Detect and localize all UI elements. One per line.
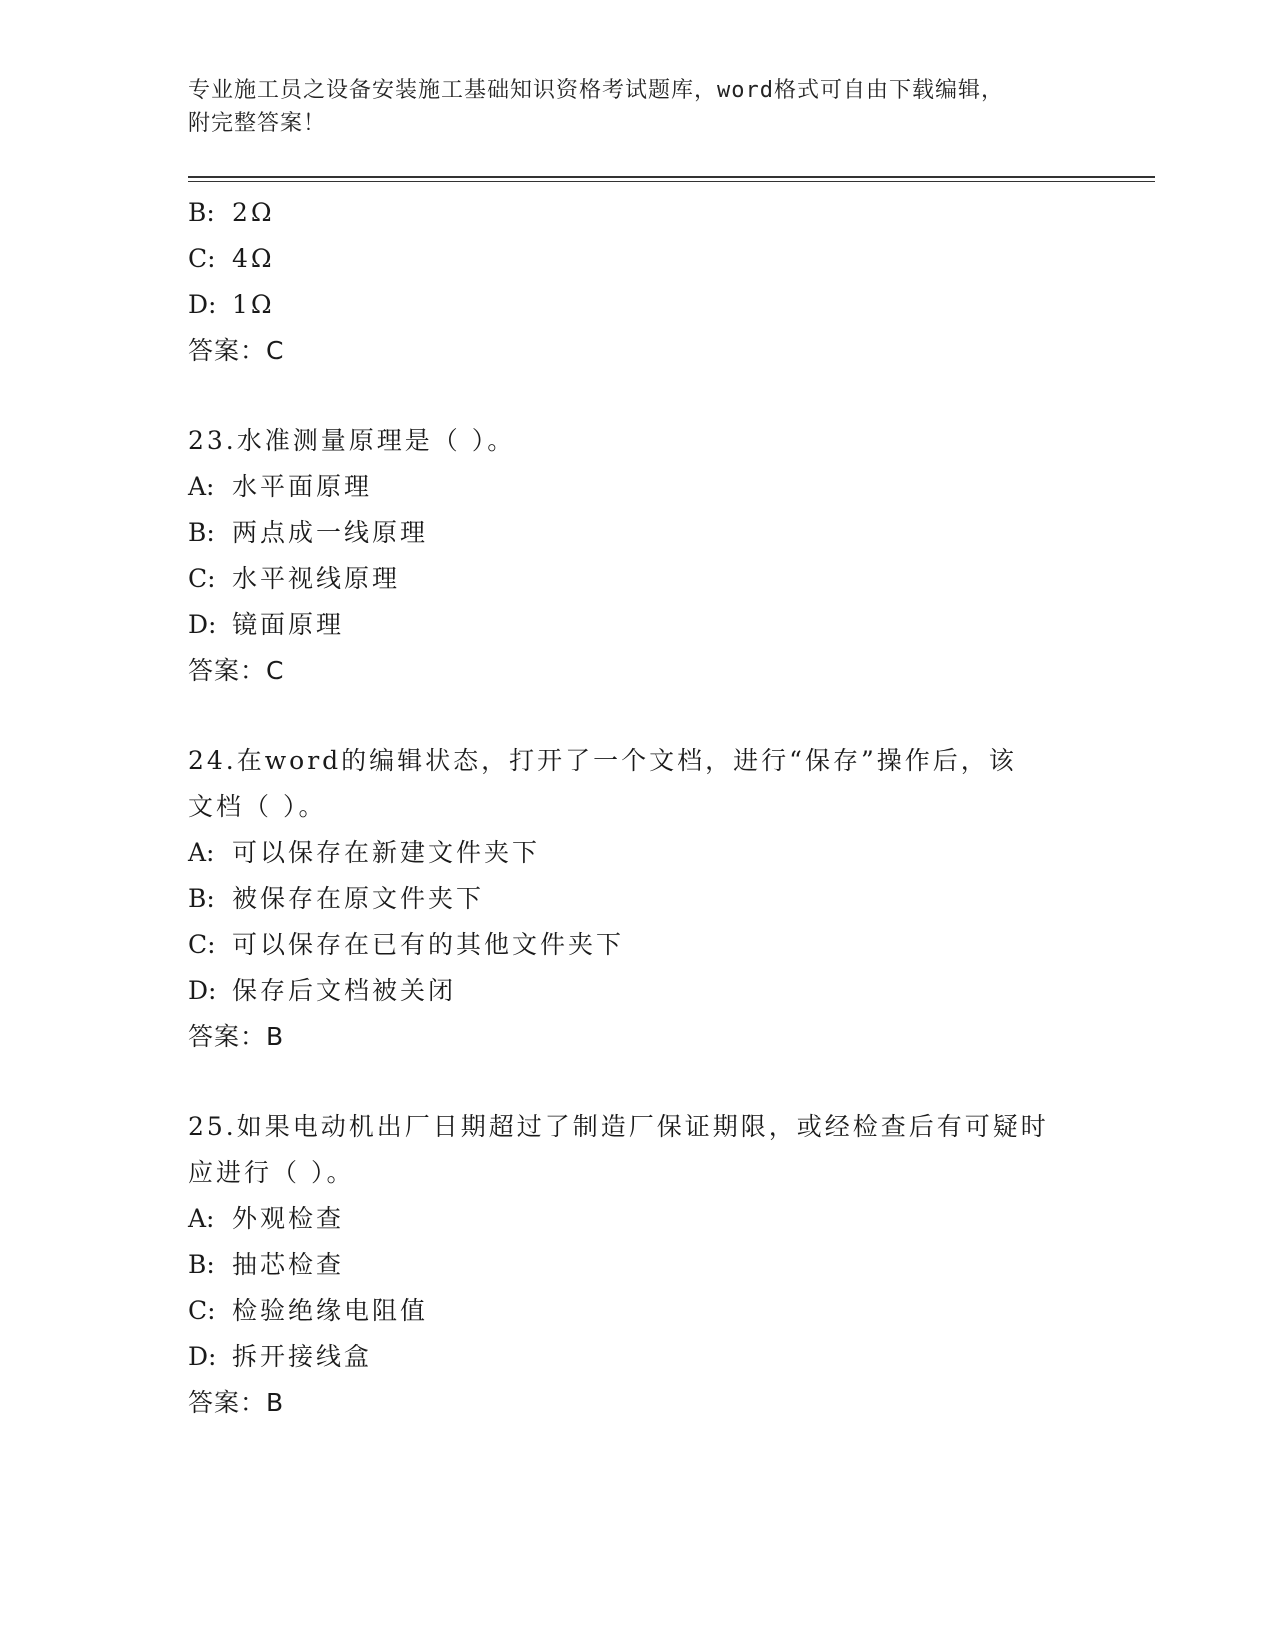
header-divider-thick bbox=[188, 176, 1155, 178]
option-row bbox=[188, 968, 1088, 1014]
option-row bbox=[188, 510, 1088, 556]
question-23 bbox=[188, 418, 1088, 694]
question-title-continued: 应进行（ ）。 bbox=[188, 1158, 355, 1187]
option-key: D: bbox=[188, 610, 217, 639]
answer-line: 答案：C bbox=[188, 656, 285, 685]
option-key: C: bbox=[188, 930, 216, 959]
option-text: 可以保存在新建文件夹下 bbox=[232, 838, 541, 867]
option-row bbox=[188, 830, 1088, 876]
question-title: 24.在word的编辑状态，打开了一个文档，进行“保存”操作后，该 bbox=[188, 746, 1017, 775]
option-row bbox=[188, 876, 1088, 922]
option-text: 1Ω bbox=[232, 290, 275, 319]
option-key: B: bbox=[188, 198, 215, 227]
option-text: 外观检查 bbox=[232, 1204, 345, 1233]
option-text: 两点成一线原理 bbox=[232, 518, 429, 547]
question-title: 23.水准测量原理是（ ）。 bbox=[188, 426, 516, 455]
continued-question bbox=[188, 190, 1088, 374]
option-key: C: bbox=[188, 564, 216, 593]
option-text: 拆开接线盒 bbox=[232, 1342, 373, 1371]
option-row bbox=[188, 922, 1088, 968]
option-row bbox=[188, 282, 1088, 328]
option-key: A: bbox=[188, 1204, 215, 1233]
answer-line: 答案：C bbox=[188, 336, 285, 365]
question-25 bbox=[188, 1104, 1088, 1426]
option-key: A: bbox=[188, 472, 215, 501]
header-line-1: 专业施工员之设备安装施工基础知识资格考试题库，word格式可自由下载编辑， bbox=[188, 78, 1004, 103]
option-key: D: bbox=[188, 1342, 217, 1371]
option-text: 水平视线原理 bbox=[232, 564, 401, 593]
option-text: 检验绝缘电阻值 bbox=[232, 1296, 429, 1325]
spacer bbox=[188, 374, 1088, 418]
option-row bbox=[188, 464, 1088, 510]
option-row bbox=[188, 1242, 1088, 1288]
question-list bbox=[188, 190, 1088, 1426]
option-text: 2Ω bbox=[232, 198, 275, 227]
option-key: B: bbox=[188, 518, 215, 547]
answer-line: 答案：B bbox=[188, 1022, 285, 1051]
option-row bbox=[188, 602, 1088, 648]
spacer bbox=[188, 694, 1088, 738]
option-text: 水平面原理 bbox=[232, 472, 373, 501]
option-text: 可以保存在已有的其他文件夹下 bbox=[232, 930, 625, 959]
option-row bbox=[188, 1288, 1088, 1334]
option-text: 4Ω bbox=[232, 244, 275, 273]
option-row bbox=[188, 1196, 1088, 1242]
header-divider-thin bbox=[188, 181, 1155, 182]
document-header bbox=[188, 74, 1068, 140]
question-24 bbox=[188, 738, 1088, 1060]
option-key: D: bbox=[188, 290, 217, 319]
option-key: C: bbox=[188, 244, 216, 273]
option-text: 镜面原理 bbox=[232, 610, 345, 639]
header-line-2: 附完整答案！ bbox=[188, 111, 327, 136]
option-row bbox=[188, 190, 1088, 236]
option-row bbox=[188, 236, 1088, 282]
option-row bbox=[188, 556, 1088, 602]
spacer bbox=[188, 1060, 1088, 1104]
option-key: A: bbox=[188, 838, 215, 867]
question-title: 25.如果电动机出厂日期超过了制造厂保证期限，或经检查后有可疑时 bbox=[188, 1112, 1049, 1141]
question-title-continued: 文档（ ）。 bbox=[188, 792, 327, 821]
option-key: B: bbox=[188, 884, 215, 913]
option-key: B: bbox=[188, 1250, 215, 1279]
option-text: 保存后文档被关闭 bbox=[232, 976, 457, 1005]
option-key: C: bbox=[188, 1296, 216, 1325]
answer-line: 答案：B bbox=[188, 1388, 285, 1417]
option-text: 抽芯检查 bbox=[232, 1250, 345, 1279]
option-row bbox=[188, 1334, 1088, 1380]
option-text: 被保存在原文件夹下 bbox=[232, 884, 485, 913]
option-key: D: bbox=[188, 976, 217, 1005]
